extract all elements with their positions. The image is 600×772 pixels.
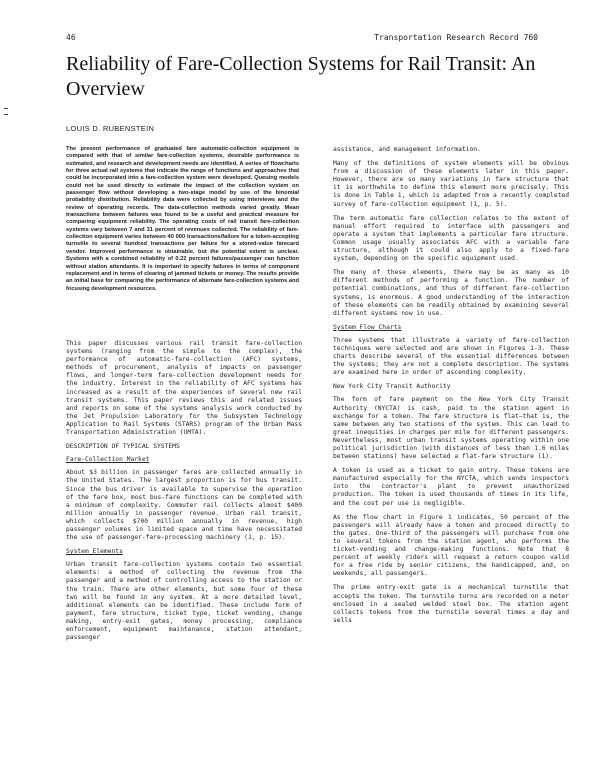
- article-title: Reliability of Fare-Collection Systems for Rail Transit: An Overview: [66, 53, 536, 100]
- body-paragraph: As the flow chart in Figure 1 indicates, 50 percent of the passengers will already have a token and proceed directly to the gates. One-third of the passengers will purchase from one to several tokens from the station agent, who performs the ticket-vending and change-making functions. Note that 8 percent of weekly riders will request a return coupon valid for a free ride by senior citizens, the handicapped, and, on weekends, all passengers.: [333, 513, 569, 578]
- margin-mark: [4, 108, 8, 109]
- body-paragraph: The prime entry-exit gate is a mechanical turnstile that accepts the token. The turnstile turns are recorded on a meter enclosed in a sealed welded steel box. The station agent collects tokens from the turnstile several times a day and sells: [333, 584, 569, 624]
- subsection-heading: [66, 456, 302, 464]
- subsection-heading: [333, 324, 569, 332]
- subsection-heading-text: System Flow Charts: [333, 323, 402, 331]
- body-paragraph: The term automatic fare collection relates to the extent of manual effort required to interface with passengers and operate a system that implements a particular fare structure. Common usage usually associates AFC with a variable fare structure, although it could also apply to a fixed-fare system, depending on the specific equipment used.: [333, 214, 569, 263]
- running-header: [0, 33, 600, 47]
- author-name: LOUIS D. RUBENSTEIN: [66, 124, 155, 133]
- body-paragraph: The form of fare payment on the New York City Transit Authority (NYCTA) is cash, paid to the station agent in exchange for a token. The fare structure is flat—that is, the same between any two stations of the system. This can lead to great inequities in charges per mile for different passengers. Nevertheless, most urban transit systems operating within one political jurisdiction (with distances of less than 1.6 miles between stations) have selected a flat-fare structure (1).: [333, 396, 569, 461]
- page-number: 46: [66, 33, 76, 42]
- body-paragraph: Many of the definitions of system elements will be obvious from a discussion of these elements later in this paper. However, there are so many variations in fare structure that it is worthwhile to define this element more precisely. This is done in Table 1, which is adapted from a recently completed survey of fare-collection equipment (1, p. 5).: [333, 160, 569, 208]
- margin-mark: [4, 114, 8, 115]
- subsection-heading-text: Fare-Collection Market: [66, 456, 150, 464]
- body-paragraph: Urban transit fare-collection systems contain two essential elements: a method of collecting the revenue from the passenger and a method of controlling access to the station or the train. There are other elements, but some four of these two will be found in any system. At a more detailed level, additional elements can be identified. These include form of payment, fare structure, ticket type, ticket vending, change making, entry-exit gates, money processing, compliance enforcement, equipment maintenance, station attendant, passenger: [66, 561, 302, 642]
- subsection-heading-text: System Elements: [66, 548, 123, 556]
- subsection-heading: New York City Transit Authority: [333, 383, 451, 391]
- body-paragraph: About $3 billion in passenger fares are collected annually in the United States. The largest proportion is for bus transit. Since the bus driver is available to supervise the operation of the fare box, most bus-fare functions can be completed with a minimum of complexity. Commuter rail collects almost $400 million annually in passenger revenue. Urban rail transit, which collects $700 million annually in revenue, high passenger volumes in limited space and time have necessitated the use of passenger-fare-processing machinery (1, p. 15).: [66, 469, 302, 542]
- body-paragraph: Three systems that illustrate a variety of fare-collection techniques were selected and are shown in Figures 1-3. These charts describe several of the essential differences between the systems; they are not a complete description. The systems are examined here in order of ascending complexity.: [333, 336, 569, 377]
- body-paragraph: assistance, and management information.: [333, 146, 481, 153]
- section-heading: DESCRIPTION OF TYPICAL SYSTEMS: [66, 443, 180, 451]
- body-paragraph: A token is used as a ticket to gain entry. These tokens are manufactured especially for the NYCTA, which sends inspectors into the contractor's plant to prevent unauthorized production. The token is used thousands of times in its life, and the cost per use is negligible.: [333, 467, 569, 507]
- journal-name: Transportation Research Record 760: [374, 33, 538, 42]
- right-column: [333, 146, 569, 631]
- body-paragraph: The many of these elements, there may be as many as 10 different methods of performing a function. The number of potential combinations, and thus of different fare-collection systems, is enormous. A good understanding of the interaction of these elements can be readily obtained by examining several different systems now in use.: [333, 269, 569, 317]
- left-column: [66, 340, 302, 648]
- intro-paragraph: This paper discusses various rail transit fare-collection systems (ranging from the simple to the complex), the performance of automatic-fare-collection (AFC) systems, methods of procurement, analysis of impacts on passenger flows, and longer-term fare-collection development needs for the industry. Interest in the reliability of AFC systems has increased as a result of the experiences of several new rail transit systems. This paper reviews this and related issues and reports on some of the systems analysis work conducted by the Jet Propulsion Laboratory for the Subsystem Technology Application to Rail Systems (STARS) program of the Urban Mass Transportation Administration (UMTA).: [66, 340, 302, 437]
- abstract: The present performance of graduated fare automatic-collection equipment is compared with that of similar fare-collection systems, desirable performance is estimated, and research and development needs are identified. A series of flowcharts for three actual rail systems that indicate the range of functions and approaches that could be incorporated into a fare-collection system were developed. Queuing models could not be used directly to estimate the impact of the collection system on passenger flow without developing a two-stage model by use of the binomial probability distribution. Reliability data were collected by using interviews and the review of operating records. The data-collection methods varied greatly. Mean transactions between failures was found to be a useful and practical measure for comparing equipment reliability. The operating costs of rail transit fare-collection systems vary between 7 and 31 percent of revenues collected. The reliability of fare-collection equipment varies between 40 000 transactions/failure for a token-accepting turnstile to several hundred transactions per failure for a stored-value farecard vendor. Improved performance is obtainable, but the potential extent is unclear. Systems with a combined reliability of 0.22 percent failures/passenger can function without station attendants. It is important to specify failures in terms of component replacement and in terms of clearing of jammed tickets or money. The results provide an initial base for comparing the performance of alternate fare-collection systems and focusing development resources.: [66, 146, 299, 292]
- subsection-heading: [66, 548, 302, 556]
